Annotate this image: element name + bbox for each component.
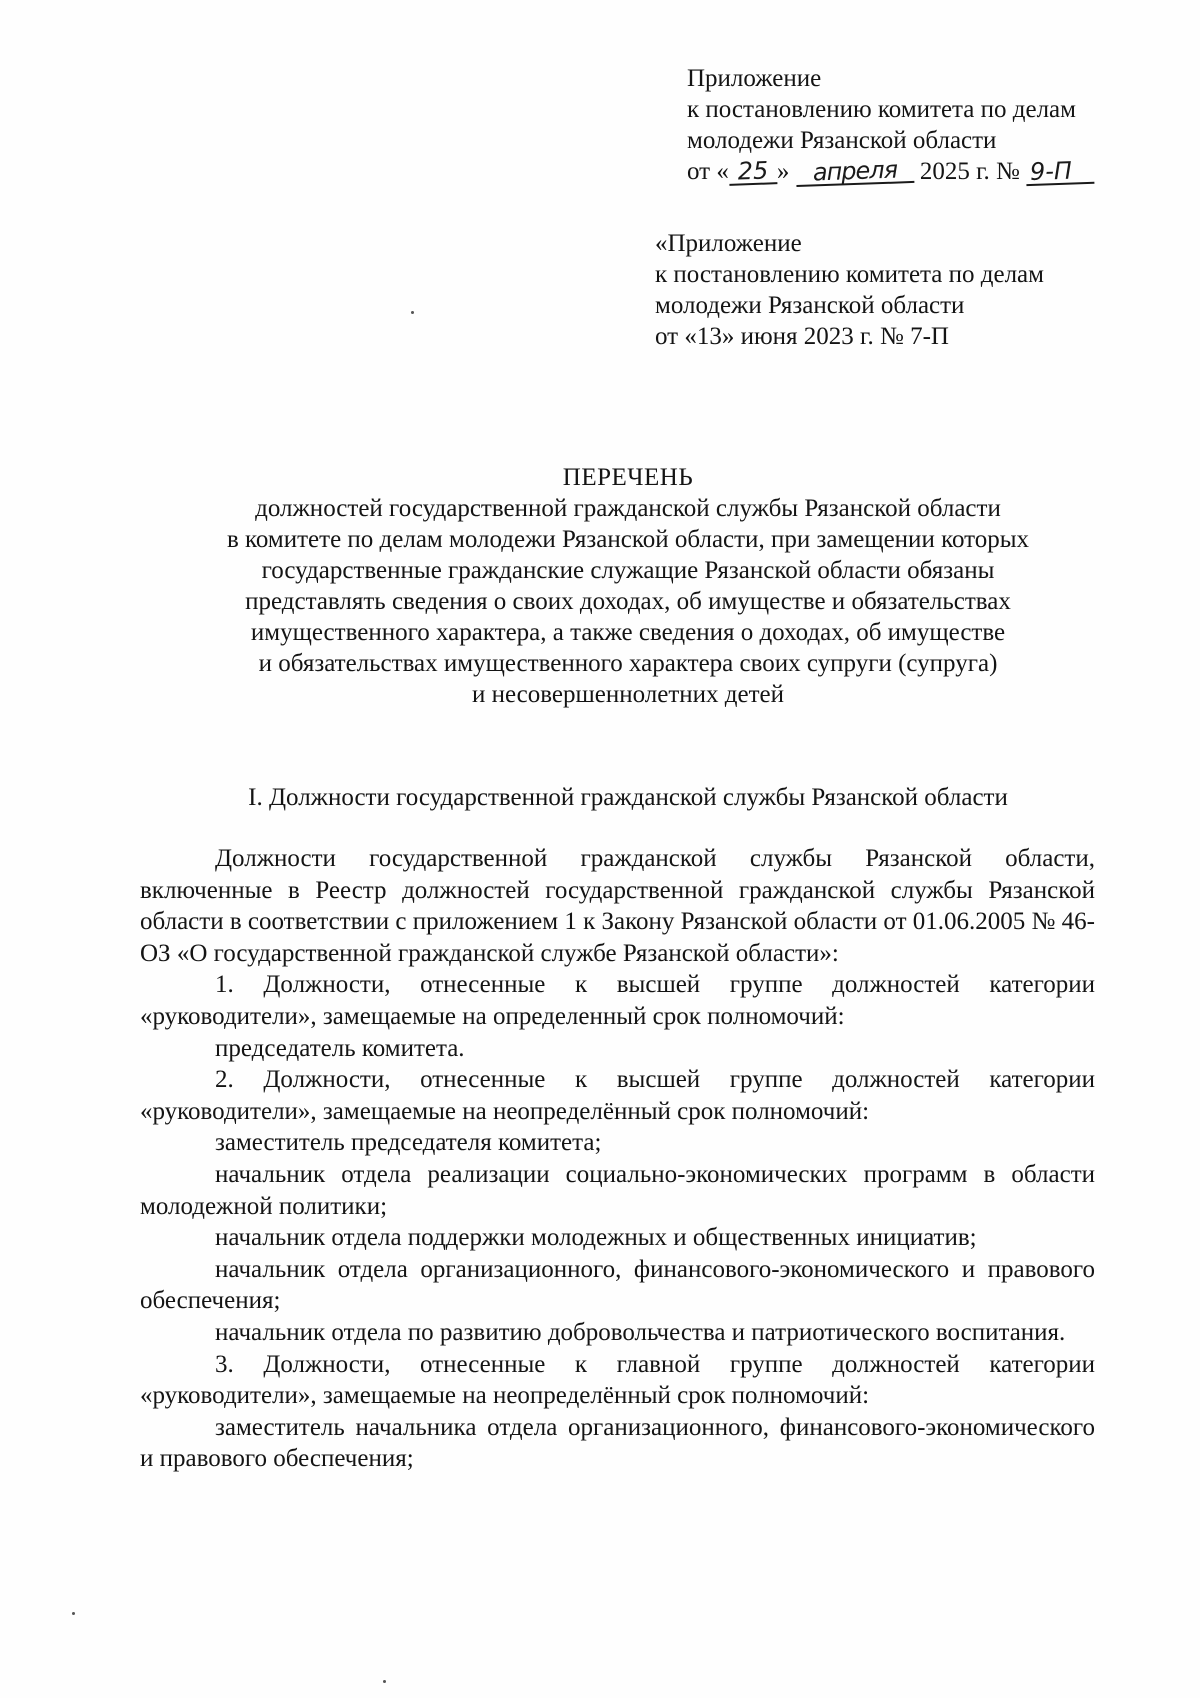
appendix-label: Приложение	[687, 65, 822, 92]
body-paragraph: 1. Должности, отнесенные к высшей группе должностей категории «руководители», замещаемые на определенный срок полномочий:	[140, 971, 1095, 1030]
body-paragraph: заместитель начальника отдела организационного, финансового-экономического и правового обеспечения;	[140, 1413, 1095, 1473]
document-title-block	[140, 462, 1116, 710]
body-paragraph: начальник отдела по развитию добровольчества и патриотического воспитания.	[215, 1318, 1066, 1346]
body-paragraph: Должности государственной гражданской службы Рязанской области, включенные в Реестр должностей государственной гражданской службы Рязанской области в соответствии с приложением 1 к Закону Рязанской области от 01.06.2005 № 46-ОЗ «О государственной гражданской службе Рязанской области»:	[140, 845, 1095, 967]
date-separator: »	[776, 158, 796, 185]
scan-speck	[383, 1680, 386, 1683]
handwritten-number: 9-П	[1026, 158, 1095, 186]
title-line: и обязательствах имущественного характера своих супруги (супруга)	[258, 650, 998, 677]
year-and-number-label: 2025 г. №	[913, 158, 1027, 185]
original-date-line: от «13» июня 2023 г. № 7-П	[655, 323, 949, 350]
body-paragraph: заместитель председателя комитета;	[215, 1129, 602, 1157]
title-line: государственные гражданские служащие Рязанской области обязаны	[261, 557, 995, 584]
title-line: в комитете по делам молодежи Рязанской области, при замещении которых	[226, 526, 1030, 553]
body-paragraph: председатель комитета.	[215, 1034, 465, 1062]
title-line: представлять сведения о своих доходах, об имуществе и обязательствах	[245, 588, 1011, 615]
body-paragraph: 2. Должности, отнесенные к высшей группе должностей категории «руководители», замещаемые на неопределённый срок полномочий:	[140, 1066, 1095, 1125]
body-paragraph: 3. Должности, отнесенные к главной группе должностей категории «руководители», замещаемые на неопределённый срок полномочий:	[140, 1350, 1095, 1410]
body-paragraph: начальник отдела организационного, финансового-экономического и правового обеспечения;	[140, 1255, 1095, 1315]
title-line: имущественного характера, а также сведения о доходах, об имуществе	[250, 619, 1006, 646]
appendix-header-original	[655, 228, 1044, 352]
date-prefix: от «	[687, 158, 729, 185]
scan-speck	[411, 311, 414, 314]
appendix-agency-line: молодежи Рязанской области	[687, 127, 997, 154]
appendix-date-line	[687, 156, 1094, 187]
original-agency-line: молодежи Рязанской области	[655, 292, 965, 319]
handwritten-month: апреля	[795, 157, 914, 187]
title-line: и несовершеннолетних детей	[471, 681, 785, 708]
original-appendix-label: «Приложение	[655, 230, 802, 257]
body-paragraph: начальник отдела реализации социально-экономических программ в области молодежной политики;	[140, 1160, 1095, 1220]
title-line: должностей государственной гражданской службы Рязанской области	[255, 495, 1001, 522]
original-decree-line: к постановлению комитета по делам	[655, 261, 1044, 288]
handwritten-day: 25	[728, 158, 777, 186]
section-heading: I. Должности государственной гражданской службы Рязанской области	[248, 784, 1008, 811]
scan-speck	[72, 1612, 75, 1615]
document-title: ПЕРЕЧЕНЬ	[562, 464, 694, 491]
section-body	[140, 843, 1095, 1475]
appendix-header-current	[687, 63, 1094, 187]
appendix-decree-line: к постановлению комитета по делам	[687, 96, 1076, 123]
body-paragraph: начальник отдела поддержки молодежных и общественных инициатив;	[215, 1224, 977, 1252]
